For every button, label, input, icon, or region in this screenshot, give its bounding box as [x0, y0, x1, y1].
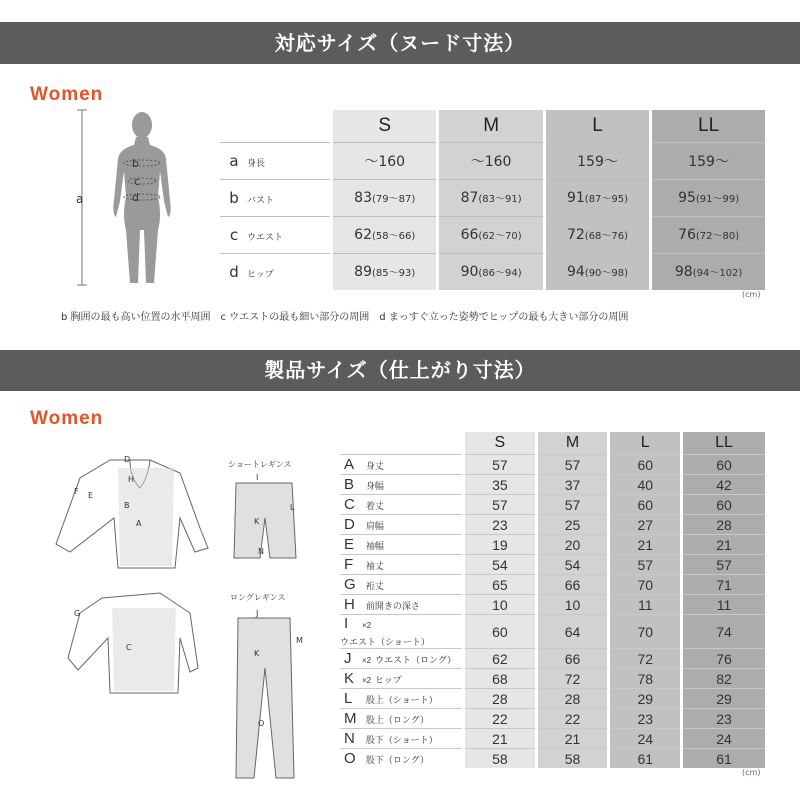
product-table-row [340, 475, 765, 495]
size-value-cell: 23 [464, 515, 537, 535]
short-label-k: K [254, 517, 260, 526]
row-name: バスト [247, 196, 275, 206]
row-letter: c [229, 226, 239, 244]
row-label [340, 669, 464, 689]
size-value-cell: 60 [682, 495, 765, 515]
size-value-cell: 28 [682, 515, 765, 535]
size-value-cell: 21 [464, 729, 537, 749]
size-value-cell: 27 [609, 515, 682, 535]
nude-unit-label: (cm) [742, 290, 761, 299]
value-main: 76 [678, 227, 696, 243]
size-value-cell: 25 [536, 515, 609, 535]
size-value-cell: 64 [536, 615, 609, 649]
size-value-cell: 20 [536, 535, 609, 555]
size-value-cell: 21 [682, 535, 765, 555]
value-range: (90～98) [584, 268, 629, 279]
row-name: 袖丈 [365, 561, 384, 571]
row-letter: O [344, 750, 356, 767]
size-value-cell: 76 [682, 649, 765, 669]
size-value-cell: 54 [536, 555, 609, 575]
row-letter: d [229, 263, 239, 281]
size-value-cell [544, 180, 650, 217]
product-table-row [340, 515, 765, 535]
short-legging-title: ショートレギンス [228, 460, 292, 469]
size-value-cell [438, 143, 544, 180]
value-range: (87～95) [584, 194, 629, 205]
size-value-cell: 60 [609, 455, 682, 475]
label-a: a [76, 192, 84, 206]
row-letter: C [344, 496, 355, 513]
size-value-cell [544, 143, 650, 180]
row-letter: L [344, 690, 353, 707]
row-name: ウエスト（ロング） [375, 655, 457, 665]
top-label-a: A [136, 519, 142, 528]
label-d: d [132, 191, 139, 204]
value-main: 72 [566, 227, 585, 243]
size-value-cell: 21 [609, 535, 682, 555]
size-header-s: S [332, 110, 438, 143]
size-value-cell: 60 [609, 495, 682, 515]
short-label-l: L [290, 503, 295, 512]
row-label [340, 709, 464, 729]
value-main: 91 [566, 190, 585, 206]
top-label-d: D [124, 455, 131, 464]
value-main: 83 [354, 190, 372, 206]
size-value-cell: 61 [682, 749, 765, 769]
size-value-cell: 19 [464, 535, 537, 555]
size-value-cell [332, 143, 438, 180]
label-c: c [134, 175, 141, 188]
nude-size-header: 対応サイズ（ヌード寸法） [0, 22, 800, 64]
size-value-cell: 60 [464, 615, 537, 649]
row-name: 袖幅 [365, 541, 384, 551]
row-label [220, 143, 332, 180]
row-letter: M [344, 710, 357, 727]
nude-size-table [220, 110, 765, 290]
value-range: (86～94) [478, 268, 522, 279]
product-size-header: 製品サイズ（仕上がり寸法） [0, 350, 800, 391]
row-letter: F [344, 556, 354, 573]
product-table-row [340, 615, 765, 649]
size-value-cell: 70 [609, 615, 682, 649]
value-range: (83～91) [478, 194, 522, 205]
size-value-cell: 29 [682, 689, 765, 709]
product-table-row [340, 595, 765, 615]
value-main: 98 [674, 264, 693, 280]
size-value-cell: 23 [609, 709, 682, 729]
row-label [340, 689, 464, 709]
size-value-cell: 60 [682, 455, 765, 475]
row-label [340, 649, 464, 669]
size-value-cell: 35 [464, 475, 537, 495]
row-label [340, 495, 464, 515]
row-letter: J [344, 650, 352, 667]
product-table-row [340, 709, 765, 729]
size-value-cell [651, 180, 765, 217]
row-name: 股下（ロング） [365, 755, 429, 765]
size-value-cell: 58 [536, 749, 609, 769]
row-label [340, 615, 464, 649]
short-label-i: I [256, 473, 259, 482]
row-name: 肩幅 [365, 521, 384, 531]
size-value-cell [651, 143, 765, 180]
p-size-header-m: M [536, 432, 609, 455]
size-value-cell: 70 [609, 575, 682, 595]
label-b: b [132, 157, 139, 170]
body-silhouette-figure [70, 105, 210, 290]
top-label-f: F [74, 487, 79, 496]
size-value-cell [332, 254, 438, 291]
row-multiplier: ×2 [362, 676, 372, 685]
row-name: 股上（ロング） [365, 715, 429, 725]
size-value-cell: 28 [464, 689, 537, 709]
product-table-row [340, 729, 765, 749]
garment-figures [40, 448, 340, 793]
section2-women-label: Women [30, 408, 104, 429]
size-value-cell: 11 [609, 595, 682, 615]
nude-table-row [220, 254, 765, 291]
size-value-cell: 22 [464, 709, 537, 729]
size-value-cell [438, 180, 544, 217]
size-value-cell: 61 [609, 749, 682, 769]
value-range: (58～66) [371, 231, 416, 242]
row-name: 股上（ショート） [365, 695, 438, 705]
product-unit-label: (cm) [742, 768, 761, 777]
product-table-row [340, 555, 765, 575]
p-size-header-ll: LL [682, 432, 765, 455]
size-value-cell [544, 254, 650, 291]
p-size-header-s: S [464, 432, 537, 455]
row-label [340, 515, 464, 535]
top-label-h: H [128, 475, 135, 484]
top-label-c: C [126, 643, 132, 652]
value-main: 94 [566, 264, 585, 280]
row-name: 着丈 [365, 501, 384, 511]
product-table-row [340, 575, 765, 595]
size-value-cell: 54 [464, 555, 537, 575]
corner-cell [220, 110, 332, 143]
long-label-k: K [254, 649, 260, 658]
product-table-row [340, 669, 765, 689]
row-multiplier: ×2 [362, 621, 372, 630]
row-name: ヒップ [375, 675, 402, 685]
size-value-cell [544, 217, 650, 254]
size-value-cell: 24 [609, 729, 682, 749]
value-main: 62 [354, 227, 372, 243]
top-label-b: B [124, 501, 130, 510]
value-range: (85～93) [371, 268, 416, 279]
size-value-cell [438, 254, 544, 291]
product-table-row [340, 455, 765, 475]
row-name: 身幅 [365, 481, 384, 491]
measurement-note: b 胸囲の最も高い位置の水平周囲 c ウエストの最も細い部分の周囲 d まっすぐ立った姿勢でヒップの最も大きい部分の周囲 [61, 312, 629, 323]
value-main: 66 [460, 227, 479, 243]
value-main: 87 [460, 190, 479, 206]
value-range: (79～87) [371, 194, 416, 205]
size-value-cell: 78 [609, 669, 682, 689]
row-letter: N [344, 730, 355, 747]
size-header-ll: LL [651, 110, 765, 143]
product-table-row [340, 749, 765, 769]
top-label-e: E [88, 491, 94, 500]
size-value-cell: 57 [464, 455, 537, 475]
top-label-g: G [74, 609, 81, 618]
corner-cell-2 [340, 432, 464, 455]
size-value-cell: 68 [464, 669, 537, 689]
short-label-n: N [258, 547, 264, 556]
value-main: 159～ [577, 154, 618, 170]
long-label-m: M [296, 636, 303, 645]
row-name: ウエスト [247, 233, 284, 243]
value-range: (68～76) [584, 231, 629, 242]
size-header-l: L [544, 110, 650, 143]
row-label [220, 217, 332, 254]
size-value-cell: 21 [536, 729, 609, 749]
value-range: (72～80) [695, 231, 740, 242]
size-value-cell: 72 [536, 669, 609, 689]
long-legging-title: ロングレギンス [230, 593, 286, 602]
nude-table-row [220, 217, 765, 254]
row-label [340, 575, 464, 595]
size-value-cell: 24 [682, 729, 765, 749]
size-value-cell: 10 [536, 595, 609, 615]
long-label-o: O [258, 719, 265, 728]
size-value-cell [651, 254, 765, 291]
row-label [340, 555, 464, 575]
size-value-cell: 57 [682, 555, 765, 575]
row-label [340, 729, 464, 749]
size-value-cell: 65 [464, 575, 537, 595]
size-value-cell: 11 [682, 595, 765, 615]
nude-table-row [220, 143, 765, 180]
product-table-row [340, 495, 765, 515]
row-name: ヒップ [247, 270, 274, 280]
row-label [220, 180, 332, 217]
value-main: 89 [354, 264, 372, 280]
row-letter: a [229, 152, 239, 170]
row-letter: D [344, 516, 355, 533]
row-letter: K [344, 670, 355, 687]
row-letter: b [229, 189, 239, 207]
size-value-cell: 22 [536, 709, 609, 729]
row-name: 身丈 [365, 461, 384, 471]
size-value-cell: 58 [464, 749, 537, 769]
row-multiplier: ×2 [362, 656, 372, 665]
size-value-cell: 10 [464, 595, 537, 615]
row-label [340, 475, 464, 495]
size-value-cell: 82 [682, 669, 765, 689]
row-name: 身長 [247, 159, 266, 169]
size-value-cell: 72 [609, 649, 682, 669]
row-letter: E [344, 536, 355, 553]
value-main: ～160 [470, 154, 512, 170]
row-name: 裄丈 [365, 581, 384, 591]
value-main: 95 [678, 190, 696, 206]
row-name: 前開きの深さ [365, 601, 420, 611]
value-range: (94～102) [692, 268, 743, 279]
size-value-cell: 66 [536, 575, 609, 595]
size-value-cell: 37 [536, 475, 609, 495]
row-label [340, 455, 464, 475]
value-main: 159～ [688, 154, 729, 170]
row-name: 股下（ショート） [365, 735, 438, 745]
row-label [340, 749, 464, 769]
row-letter: A [344, 456, 355, 473]
size-value-cell: 57 [536, 495, 609, 515]
size-value-cell: 23 [682, 709, 765, 729]
row-label [340, 535, 464, 555]
size-value-cell: 42 [682, 475, 765, 495]
product-table-row [340, 649, 765, 669]
product-table-row [340, 535, 765, 555]
size-value-cell: 66 [536, 649, 609, 669]
value-range: (91～99) [695, 194, 740, 205]
section1-women-label: Women [30, 84, 104, 105]
value-main: ～160 [364, 154, 406, 170]
value-range: (62～70) [478, 231, 522, 242]
row-letter: I [344, 615, 349, 632]
p-size-header-l: L [609, 432, 682, 455]
size-value-cell: 57 [464, 495, 537, 515]
size-value-cell: 57 [536, 455, 609, 475]
row-label [340, 595, 464, 615]
size-value-cell: 71 [682, 575, 765, 595]
row-letter: G [344, 576, 356, 593]
row-name: ウエスト（ショート） [340, 637, 430, 647]
row-letter: H [344, 596, 355, 613]
size-value-cell [651, 217, 765, 254]
row-letter: B [344, 476, 355, 493]
size-value-cell: 74 [682, 615, 765, 649]
nude-table-row [220, 180, 765, 217]
size-value-cell: 40 [609, 475, 682, 495]
size-value-cell: 57 [609, 555, 682, 575]
long-label-j: J [256, 609, 259, 618]
value-main: 90 [460, 264, 479, 280]
size-value-cell [332, 180, 438, 217]
product-size-table [340, 432, 765, 768]
size-value-cell: 28 [536, 689, 609, 709]
size-header-m: M [438, 110, 544, 143]
product-table-row [340, 689, 765, 709]
size-value-cell [332, 217, 438, 254]
size-value-cell [438, 217, 544, 254]
row-label [220, 254, 332, 291]
size-value-cell: 62 [464, 649, 537, 669]
size-value-cell: 29 [609, 689, 682, 709]
